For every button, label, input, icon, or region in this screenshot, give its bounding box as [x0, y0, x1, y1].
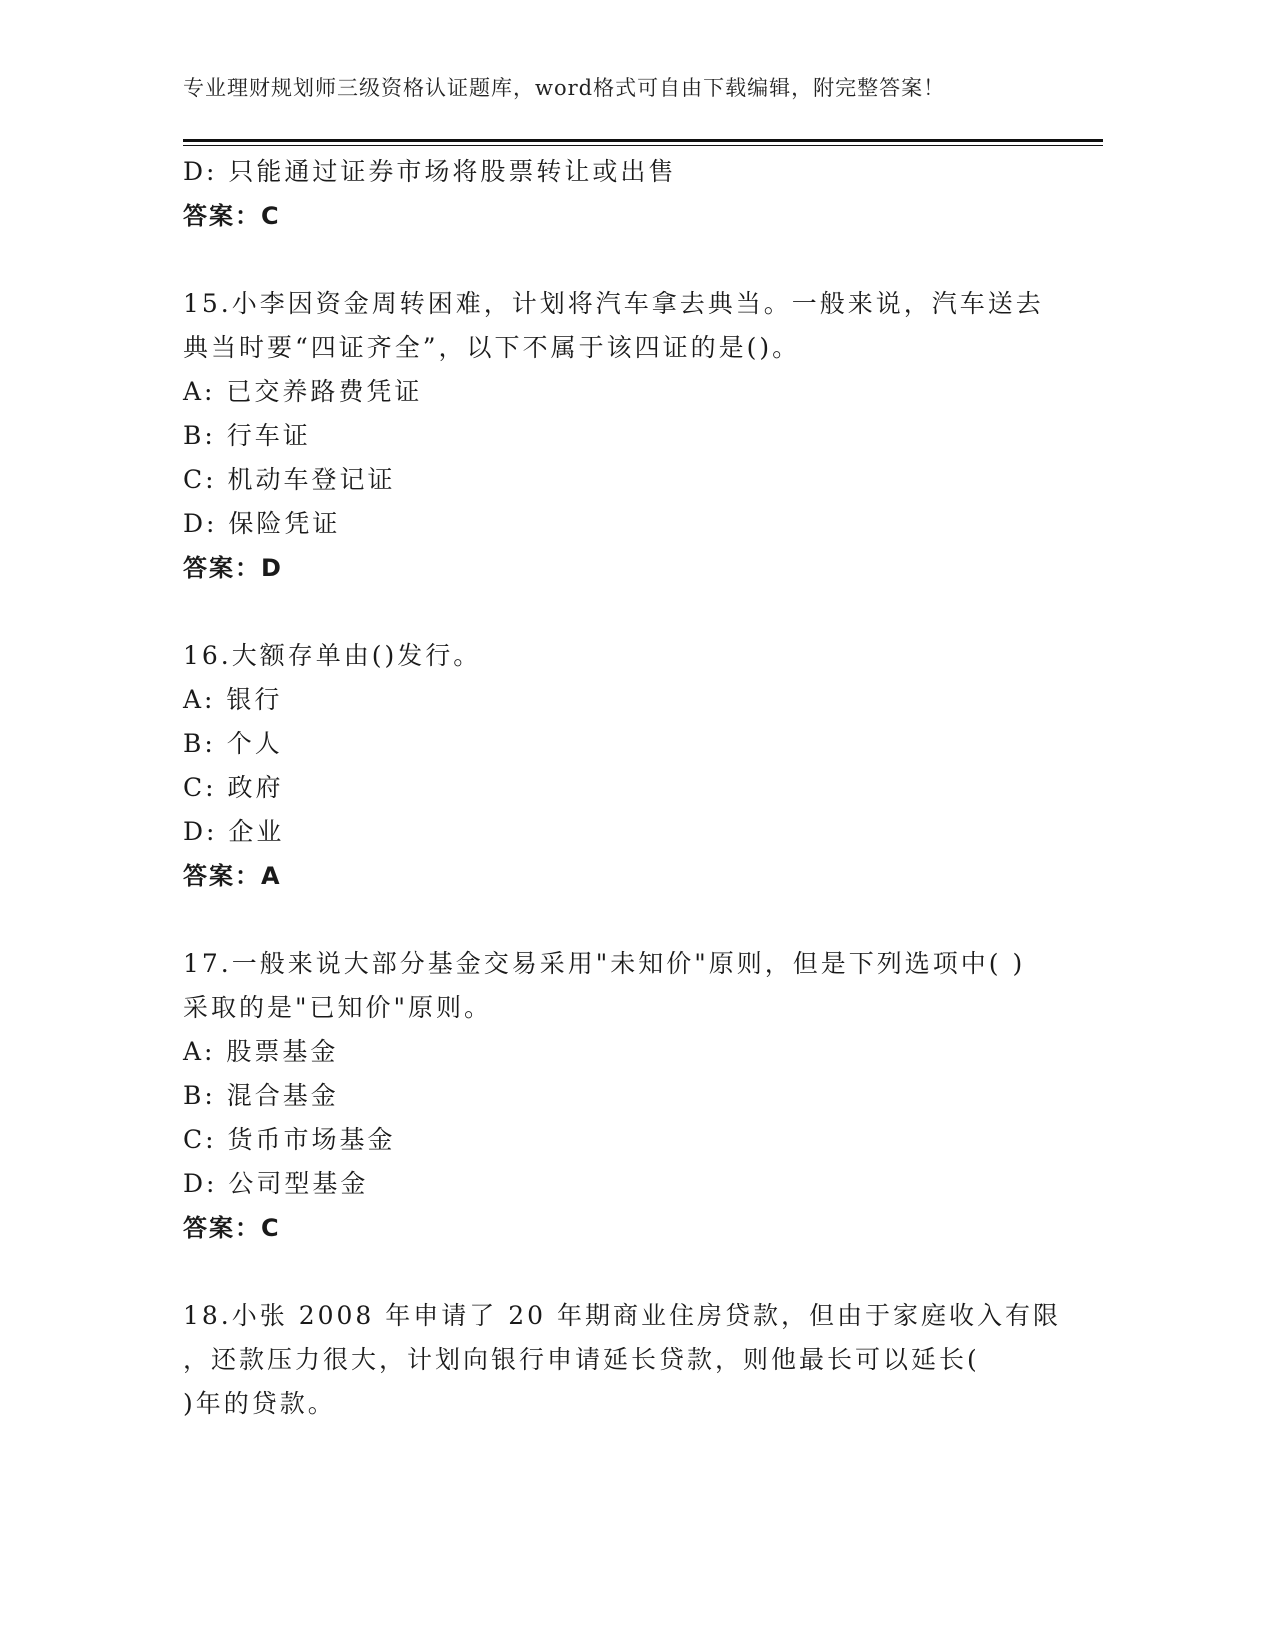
answer-label: 答案：	[183, 202, 261, 230]
question-18	[183, 1294, 1061, 1426]
question-17	[183, 942, 1053, 1250]
option-c: C: 货币市场基金	[183, 1125, 396, 1154]
question-stem-line: )年的贷款。	[183, 1389, 336, 1418]
option-c: C: 机动车登记证	[183, 465, 396, 494]
question-stem-line: 采取的是"已知价"原则。	[183, 993, 492, 1022]
question-stem-line: 17.一般来说大部分基金交易采用"未知价"原则，但是下列选项中( )	[183, 949, 1026, 978]
carryover-option-d: D: 只能通过证券市场将股票转让或出售	[183, 157, 677, 186]
header-rule-thin	[183, 145, 1103, 146]
page-header: 专业理财规划师三级资格认证题库，word格式可自由下载编辑，附完整答案！	[183, 76, 946, 100]
answer-label: 答案：	[183, 862, 261, 890]
answer-value: A	[261, 862, 280, 890]
answer	[183, 1206, 1053, 1250]
question-stem-line: 16.大额存单由()发行。	[183, 641, 482, 670]
answer	[183, 546, 1053, 590]
answer-label: 答案：	[183, 1214, 261, 1242]
answer-value: C	[261, 202, 279, 230]
answer-label: 答案：	[183, 554, 261, 582]
option-d: D: 保险凭证	[183, 509, 341, 538]
option-b: B: 个人	[183, 729, 283, 758]
carryover-answer	[183, 194, 1053, 238]
option-a: A: 银行	[183, 685, 283, 714]
option-a: A: 已交养路费凭证	[183, 377, 423, 406]
answer-value: D	[261, 554, 281, 582]
question-stem-line: 15.小李因资金周转困难，计划将汽车拿去典当。一般来说，汽车送去	[183, 289, 1044, 318]
question-stem-line: 典当时要“四证齐全”，以下不属于该四证的是()。	[183, 333, 801, 362]
question-16	[183, 634, 1053, 898]
question-stem-line: 18.小张 2008 年申请了 20 年期商业住房贷款，但由于家庭收入有限	[183, 1301, 1061, 1330]
option-b: B: 混合基金	[183, 1081, 339, 1110]
header-rule-thick	[183, 139, 1103, 142]
option-d: D: 企业	[183, 817, 285, 846]
question-15	[183, 282, 1053, 590]
option-d: D: 公司型基金	[183, 1169, 369, 1198]
option-a: A: 股票基金	[183, 1037, 339, 1066]
document-body	[183, 150, 1061, 1426]
option-c: C: 政府	[183, 773, 284, 802]
option-b: B: 行车证	[183, 421, 311, 450]
answer-value: C	[261, 1214, 279, 1242]
answer	[183, 854, 1053, 898]
question-stem-line: ，还款压力很大，计划向银行申请延长贷款，则他最长可以延长(	[183, 1345, 980, 1374]
